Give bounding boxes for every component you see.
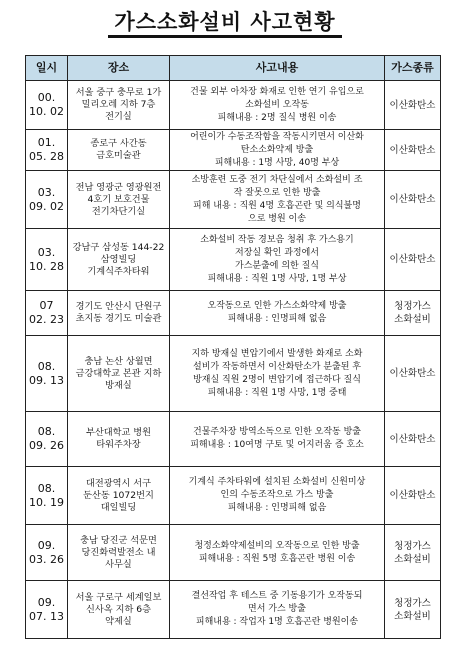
table-row — [26, 412, 441, 467]
date-cell — [26, 336, 68, 412]
detail-cell-text: 건물 외부 아차장 화재로 인한 연기 유입으로 소화설비 오작동 피해내용 : 2명 질식 병원 이송 — [190, 86, 364, 123]
table-row — [26, 467, 441, 525]
date-cell — [26, 229, 68, 291]
gas-type-cell-text: 이산화탄소 — [389, 194, 436, 205]
date-cell-text: 08. 09. 13 — [29, 359, 64, 387]
place-cell-text: 경기도 안산시 단원구 초지동 경기도 미술관 — [75, 301, 162, 324]
place-cell-text: 대전광역시 서구 둔산동 1072번지 대일빌딩 — [83, 477, 154, 513]
detail-cell — [170, 81, 385, 130]
place-cell-text: 전남 영광군 영광원전 4호기 보호건물 전기차단기실 — [75, 181, 162, 217]
date-cell-text: 00. 10. 02 — [29, 91, 64, 118]
page-title: 가스소화설비 사고현황 — [114, 10, 336, 34]
detail-cell — [170, 525, 385, 581]
gas-type-cell — [385, 291, 441, 336]
date-cell — [26, 581, 68, 639]
place-cell — [68, 229, 170, 291]
date-cell-text: 03. 09. 02 — [29, 185, 64, 213]
gas-type-cell — [385, 171, 441, 229]
detail-cell — [170, 291, 385, 336]
detail-cell-text: 어린이가 수동조작함을 작동시키면서 이산화 탄소소화약제 방출 피해내용 : 1명 사망, 40명 부상 — [190, 131, 364, 168]
table-row — [26, 130, 441, 171]
detail-cell-text: 결선작업 후 테스트 중 기동용기가 오작동되 면서 가스 방출 피해내용 : 작업자 1명 호흡곤란 병원이송 — [191, 591, 363, 627]
place-cell-text: 충남 당진군 석문면 당진화력발전소 내 사무실 — [80, 534, 157, 570]
date-cell — [26, 81, 68, 130]
gas-type-cell-text: 청정가스 소화설비 — [394, 597, 431, 622]
gas-type-cell-text: 청정가스 소화설비 — [394, 301, 431, 325]
detail-cell-text: 소화설비 작동 경보음 청취 후 가스용기 저장실 확인 과정에서 가스분출에 의한 질식 피해내용 : 직원 1명 사망, 1명 부상 — [200, 234, 354, 284]
gas-type-cell-text: 이산화탄소 — [389, 254, 436, 265]
place-cell — [68, 525, 170, 581]
date-cell — [26, 171, 68, 229]
gas-type-cell-text: 이산화탄소 — [389, 490, 436, 501]
gas-type-cell-text: 이산화탄소 — [389, 368, 436, 379]
date-cell — [26, 130, 68, 171]
title-underline — [108, 35, 342, 38]
gas-type-cell-text: 이산화탄소 — [389, 144, 436, 156]
detail-cell-text: 소방훈련 도중 전기 차단실에서 소화설비 조 작 잘못으로 인한 방출 피해 내용 : 직원 4명 호흡곤란 및 의식불명 으로 병원 이송 — [191, 174, 363, 224]
date-cell-text: 09. 07. 13 — [29, 595, 64, 623]
date-cell-text: 09. 03. 26 — [29, 538, 64, 566]
place-cell-text: 종로구 사간동 금호미술관 — [90, 138, 147, 161]
detail-cell-text: 청정소화약제설비의 오작동으로 인한 방출 피해내용 : 직원 5명 호흡곤란 병원 이송 — [194, 540, 360, 564]
detail-cell-text: 오작동으로 인한 가스소화약제 방출 피해내용 : 인명피해 없음 — [207, 301, 347, 324]
table-row — [26, 171, 441, 229]
place-cell — [68, 130, 170, 171]
table-row — [26, 81, 441, 130]
table-row — [26, 581, 441, 639]
gas-type-cell — [385, 81, 441, 130]
detail-cell — [170, 229, 385, 291]
detail-cell — [170, 171, 385, 229]
detail-cell-text: 지하 방재실 변압기에서 발생한 화재로 소화 설비가 작동하면서 이산화탄소가 분출된 후 방재실 직원 2명이 변압기에 접근하다 질식 피해내용 : 직원 1명 사망, 1명 중태 — [191, 348, 363, 398]
date-cell — [26, 291, 68, 336]
detail-cell-text: 건물주차장 방역소독으로 인한 오작동 방출 피해내용 : 10여명 구토 및 어지러움 증 호소 — [190, 427, 364, 450]
place-cell — [68, 412, 170, 467]
gas-type-cell — [385, 130, 441, 171]
table-row — [26, 336, 441, 412]
gas-type-cell — [385, 525, 441, 581]
header-place: 장소 — [68, 56, 170, 81]
gas-type-cell-text: 이산화탄소 — [389, 433, 436, 445]
place-cell-text: 서울 구로구 세계일보 신사옥 지하 6층 약제실 — [75, 591, 162, 627]
detail-cell-text: 기계식 주차타워에 설치된 소화설비 신원미상 인의 수동조작으로 가스 방출 피해내용 : 인명피해 없음 — [188, 477, 366, 513]
gas-type-cell — [385, 336, 441, 412]
date-cell-text: 01. 05. 28 — [29, 136, 64, 163]
date-cell — [26, 412, 68, 467]
gas-type-cell — [385, 467, 441, 525]
gas-type-cell — [385, 229, 441, 291]
place-cell — [68, 581, 170, 639]
detail-cell — [170, 581, 385, 639]
place-cell — [68, 336, 170, 412]
header-gas-type: 가스종류 — [385, 56, 441, 81]
table-row — [26, 229, 441, 291]
place-cell-text: 강남구 삼성동 144-22 삼영빌딩 기계식주차타워 — [72, 241, 165, 277]
date-cell-text: 07 02. 23 — [29, 299, 64, 326]
gas-type-cell — [385, 412, 441, 467]
date-cell-text: 03. 10. 28 — [29, 245, 64, 273]
place-cell-text: 부산대학교 병원 타워주차장 — [85, 427, 152, 450]
detail-cell — [170, 130, 385, 171]
table-header-row — [26, 56, 441, 81]
date-cell — [26, 525, 68, 581]
date-cell-text: 08. 10. 19 — [29, 481, 64, 509]
date-cell-text: 08. 09. 26 — [29, 425, 64, 452]
place-cell-text: 서울 중구 충무로 1가 밀리오레 지하 7층 전기실 — [75, 87, 162, 122]
gas-type-cell-text: 이산화탄소 — [389, 99, 436, 111]
table-row — [26, 525, 441, 581]
gas-type-cell-text: 청정가스 소화설비 — [394, 540, 431, 565]
date-cell — [26, 467, 68, 525]
place-cell — [68, 291, 170, 336]
detail-cell — [170, 467, 385, 525]
header-date: 일시 — [26, 56, 68, 81]
place-cell — [68, 467, 170, 525]
table-row — [26, 291, 441, 336]
accident-table — [25, 55, 441, 639]
detail-cell — [170, 336, 385, 412]
header-detail: 사고내용 — [170, 56, 385, 81]
title-block — [0, 0, 450, 52]
place-cell-text: 충남 논산 상월면 금강대학교 본관 지하 방재실 — [75, 355, 162, 391]
gas-type-cell — [385, 581, 441, 639]
detail-cell — [170, 412, 385, 467]
place-cell — [68, 171, 170, 229]
place-cell — [68, 81, 170, 130]
